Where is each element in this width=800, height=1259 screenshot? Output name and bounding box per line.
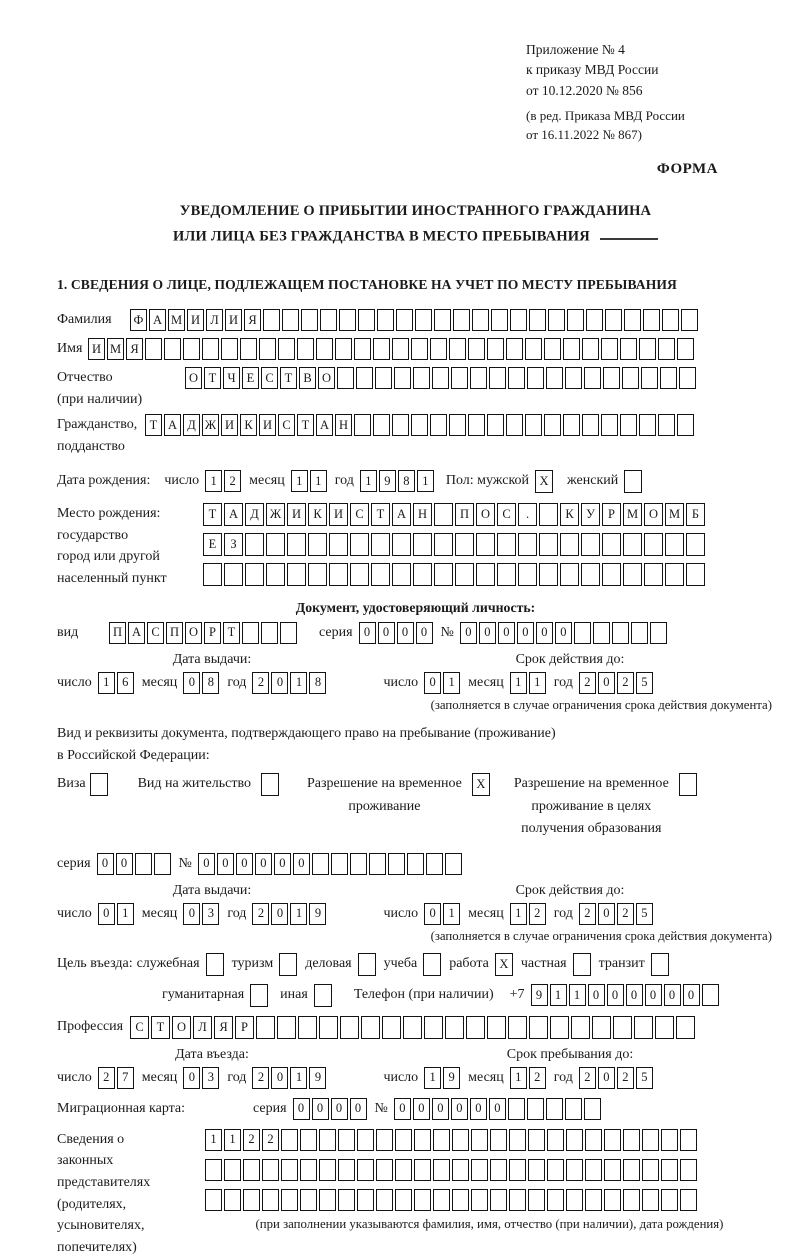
month-label: месяц (468, 1069, 504, 1085)
day-label: число (383, 674, 419, 690)
purpose-humanitarian-checkbox[interactable] (250, 984, 270, 1007)
header-line: от 10.12.2020 № 856 (526, 82, 643, 98)
header-line: к приказу МВД России (526, 62, 659, 78)
purpose-other-checkbox[interactable] (314, 984, 334, 1007)
entry-purpose-row (57, 953, 774, 976)
order-reference (526, 40, 716, 145)
purpose-label: Цель въезда: (57, 956, 133, 972)
migration-series-cells[interactable]: 0 0 0 0 (293, 1098, 369, 1120)
purpose-transit-checkbox[interactable] (651, 953, 671, 976)
stay-year-cells[interactable]: 2 0 2 5 (579, 1067, 655, 1089)
header-line: Приложение № 4 (526, 42, 625, 57)
sex-female-label: женский (567, 473, 619, 489)
temp-residence-edu-option (514, 773, 699, 840)
birth-place-grid (203, 503, 774, 586)
issued-heading: Дата выдачи: (172, 651, 252, 667)
valid-heading: Срок действия до: (515, 882, 625, 898)
identity-doc-dates-row (57, 672, 774, 694)
migration-card-row (57, 1098, 774, 1120)
residence-options-row (57, 773, 774, 840)
residence-number-cells[interactable]: 0 0 0 0 0 0 (198, 853, 464, 875)
phone-label: Телефон (при наличии) (353, 987, 494, 1003)
residence-series-row (57, 853, 774, 875)
number-label: № (374, 1100, 388, 1116)
residence-issued-month-cells[interactable]: 0 3 (183, 903, 221, 925)
title-underline (600, 224, 658, 241)
birth-place-row1-cells[interactable]: Т А Д Ж И К И С Т А Н П О С . К У Р М О М Б (203, 503, 707, 526)
temp-residence-edu-checkbox[interactable] (679, 773, 699, 796)
residence-valid-year-cells[interactable]: 2 0 2 5 (579, 903, 655, 925)
entry-date-headings (57, 1047, 774, 1063)
valid-heading: Срок действия до: (515, 651, 625, 667)
month-label: месяц (249, 473, 285, 489)
purpose-business-label: деловая (305, 956, 352, 972)
phone-prefix: +7 (509, 987, 525, 1003)
month-label: месяц (141, 905, 178, 921)
patronymic-label: Отчество (при наличии) (57, 370, 143, 407)
migration-number-cells[interactable]: 0 0 0 0 0 0 (394, 1098, 603, 1120)
firstname-cells[interactable]: И М Я (88, 338, 696, 360)
residence-issued-year-cells[interactable]: 2 0 1 9 (252, 903, 328, 925)
doc-valid-month-cells[interactable]: 1 1 (510, 672, 548, 694)
visa-label: Виза (57, 776, 86, 792)
doc-issued-day-cells[interactable]: 1 6 (98, 672, 136, 694)
purpose-study-label: учеба (383, 956, 418, 972)
sex-female-checkbox[interactable] (624, 470, 644, 493)
purpose-work-checkbox[interactable]: X (495, 953, 515, 976)
identity-doc-date-headings (57, 652, 774, 668)
residence-permit-option (138, 773, 281, 796)
section1-heading: 1. СВЕДЕНИЯ О ЛИЦЕ, ПОДЛЕЖАЩЕМ ПОСТАНОВКЕ НА УЧЕТ ПО МЕСТУ ПРЕБЫВАНИЯ (57, 277, 677, 293)
month-label: месяц (141, 1069, 178, 1085)
series-label: серия (319, 624, 353, 640)
residence-issued-day-cells[interactable]: 0 1 (98, 903, 136, 925)
residence-doc-heading: Вид и реквизиты документа, подтверждающего право на пребывание (проживание) в Российской Федерации: (57, 725, 556, 763)
year-label: год (553, 905, 573, 921)
purpose-tourism-label: туризм (231, 956, 274, 972)
purpose-official-label: служебная (136, 956, 200, 972)
purpose-private-label: частная (520, 956, 567, 972)
form-title-line1: УВЕДОМЛЕНИЕ О ПРИБЫТИИ ИНОСТРАННОГО ГРАЖДАНИНА (179, 202, 652, 219)
day-label: число (383, 905, 419, 921)
issued-heading: Дата выдачи: (172, 882, 252, 898)
day-label: число (57, 905, 92, 921)
firstname-label: Имя (57, 341, 83, 357)
month-label: месяц (468, 674, 504, 690)
representatives-row1-cells[interactable]: 1 1 2 2 (205, 1129, 699, 1151)
year-label: год (227, 905, 247, 921)
representatives-row2-cells[interactable] (205, 1159, 699, 1181)
purpose-work-label: работа (449, 956, 489, 972)
purpose-transit-label: транзит (598, 956, 645, 972)
year-label: год (553, 1069, 573, 1085)
birth-place-row2-cells[interactable]: Е З (203, 533, 707, 556)
purpose-other-label: иная (280, 987, 308, 1003)
profession-label: Профессия (57, 1019, 124, 1035)
entry-purpose-row2 (162, 984, 774, 1007)
entry-day-cells[interactable]: 2 7 (98, 1067, 136, 1089)
form-title-line2: ИЛИ ЛИЦА БЕЗ ГРАЖДАНСТВА В МЕСТО ПРЕБЫВАНИЯ (57, 224, 774, 249)
day-label: число (383, 1069, 419, 1085)
sex-label: Пол: мужской (445, 473, 530, 489)
birth-place-row3-cells[interactable] (203, 563, 707, 586)
surname-row (57, 309, 774, 331)
birth-place-row (57, 503, 774, 590)
representatives-label: Сведения о законных представителях (родителях, усыновителях, попечителях) (57, 1131, 151, 1255)
number-label: № (178, 855, 192, 871)
stay-until-heading: Срок пребывания до: (506, 1046, 634, 1062)
year-label: год (334, 473, 354, 489)
doc-number-cells[interactable]: 0 0 0 0 0 0 (460, 622, 669, 644)
temp-residence-checkbox[interactable]: X (472, 773, 492, 796)
sex-male-checkbox[interactable]: X (535, 470, 555, 493)
birth-date-label: Дата рождения: (57, 473, 151, 489)
temp-residence-label: Разрешение на временное проживание (306, 776, 462, 814)
birth-year-cells[interactable]: 1 9 8 1 (360, 470, 436, 492)
identity-doc-row (57, 622, 774, 644)
representatives-note: (при заполнении указываются фамилия, имя, отчество (при наличии), дата рождения) (255, 1216, 724, 1231)
doc-series-cells[interactable]: 0 0 0 0 (359, 622, 435, 644)
doc-kind-cells[interactable]: П А С П О Р Т (109, 622, 299, 644)
citizenship-cells[interactable]: Т А Д Ж И К И С Т А Н (145, 414, 696, 436)
residence-date-headings (57, 883, 774, 899)
patronymic-row (57, 367, 774, 410)
residence-dates-row (57, 903, 774, 925)
surname-label: Фамилия (57, 312, 112, 328)
residence-doc-note: (заполняется в случае ограничения срока действия документа) (430, 928, 772, 943)
day-label: число (57, 1069, 92, 1085)
form-title (57, 200, 774, 249)
series-label: серия (253, 1100, 287, 1116)
birth-place-label: Место рождения: государство город или другой населенный пункт (57, 505, 167, 586)
purpose-official-checkbox[interactable] (206, 953, 226, 976)
doc-issued-year-cells[interactable]: 2 0 1 8 (252, 672, 328, 694)
purpose-humanitarian-label: гуманитарная (162, 987, 245, 1003)
representatives-grid (205, 1129, 774, 1232)
residence-valid-month-cells[interactable]: 1 2 (510, 903, 548, 925)
day-label: число (164, 473, 200, 489)
residence-permit-label: Вид на жительство (137, 776, 251, 792)
migration-card-label: Миграционная карта: (57, 1100, 186, 1116)
citizenship-row (57, 414, 774, 457)
surname-cells[interactable]: Ф А М И Л И Я (130, 309, 700, 331)
purpose-business-checkbox[interactable] (358, 953, 378, 976)
birth-date-row (57, 470, 774, 493)
identity-doc-heading: Документ, удостоверяющий личность: (295, 599, 536, 615)
entry-year-cells[interactable]: 2 0 1 9 (252, 1067, 328, 1089)
representatives-row3-cells[interactable] (205, 1189, 699, 1211)
month-label: месяц (141, 674, 178, 690)
visa-option (57, 773, 110, 796)
citizenship-label: Гражданство, подданство (57, 417, 138, 455)
temp-residence-edu-label: Разрешение на временное проживание в целях получения образования (513, 776, 669, 837)
header-subline: (в ред. Приказа МВД России (526, 107, 685, 123)
temp-residence-option (307, 773, 492, 818)
entry-date-heading: Дата въезда: (175, 1046, 249, 1062)
entry-month-cells[interactable]: 0 3 (183, 1067, 221, 1089)
header-subline: от 16.11.2022 № 867) (526, 127, 643, 143)
number-label: № (440, 624, 454, 640)
visa-checkbox[interactable] (90, 773, 110, 796)
phone-cells[interactable]: 9 1 1 0 0 0 0 0 0 (531, 984, 721, 1006)
profession-row (57, 1016, 774, 1039)
purpose-study-checkbox[interactable] (423, 953, 443, 976)
doc-valid-year-cells[interactable]: 2 0 2 5 (579, 672, 655, 694)
representatives-row (57, 1129, 774, 1259)
purpose-tourism-checkbox[interactable] (279, 953, 299, 976)
residence-permit-checkbox[interactable] (261, 773, 281, 796)
entry-dates-row (57, 1067, 774, 1089)
day-label: число (57, 674, 92, 690)
birth-day-cells[interactable]: 1 2 (205, 470, 243, 492)
year-label: год (553, 674, 573, 690)
year-label: год (227, 674, 247, 690)
doc-issued-month-cells[interactable]: 0 8 (183, 672, 221, 694)
firstname-row (57, 338, 774, 360)
patronymic-cells[interactable]: О Т Ч Е С Т В О (185, 367, 698, 389)
purpose-private-checkbox[interactable] (573, 953, 593, 976)
profession-cells[interactable]: С Т О Л Я Р (130, 1016, 697, 1039)
stay-month-cells[interactable]: 1 2 (510, 1067, 548, 1089)
series-label: серия (57, 855, 91, 871)
stay-day-cells[interactable]: 1 9 (424, 1067, 462, 1089)
identity-doc-note: (заполняется в случае ограничения срока действия документа) (430, 697, 772, 712)
doc-kind-label: вид (57, 624, 79, 640)
birth-month-cells[interactable]: 1 1 (291, 470, 329, 492)
year-label: год (227, 1069, 247, 1085)
residence-series-cells[interactable]: 0 0 (97, 853, 173, 875)
doc-valid-day-cells[interactable]: 0 1 (424, 672, 462, 694)
form-label: ФОРМА (656, 160, 718, 177)
month-label: месяц (468, 905, 504, 921)
residence-valid-day-cells[interactable]: 0 1 (424, 903, 462, 925)
